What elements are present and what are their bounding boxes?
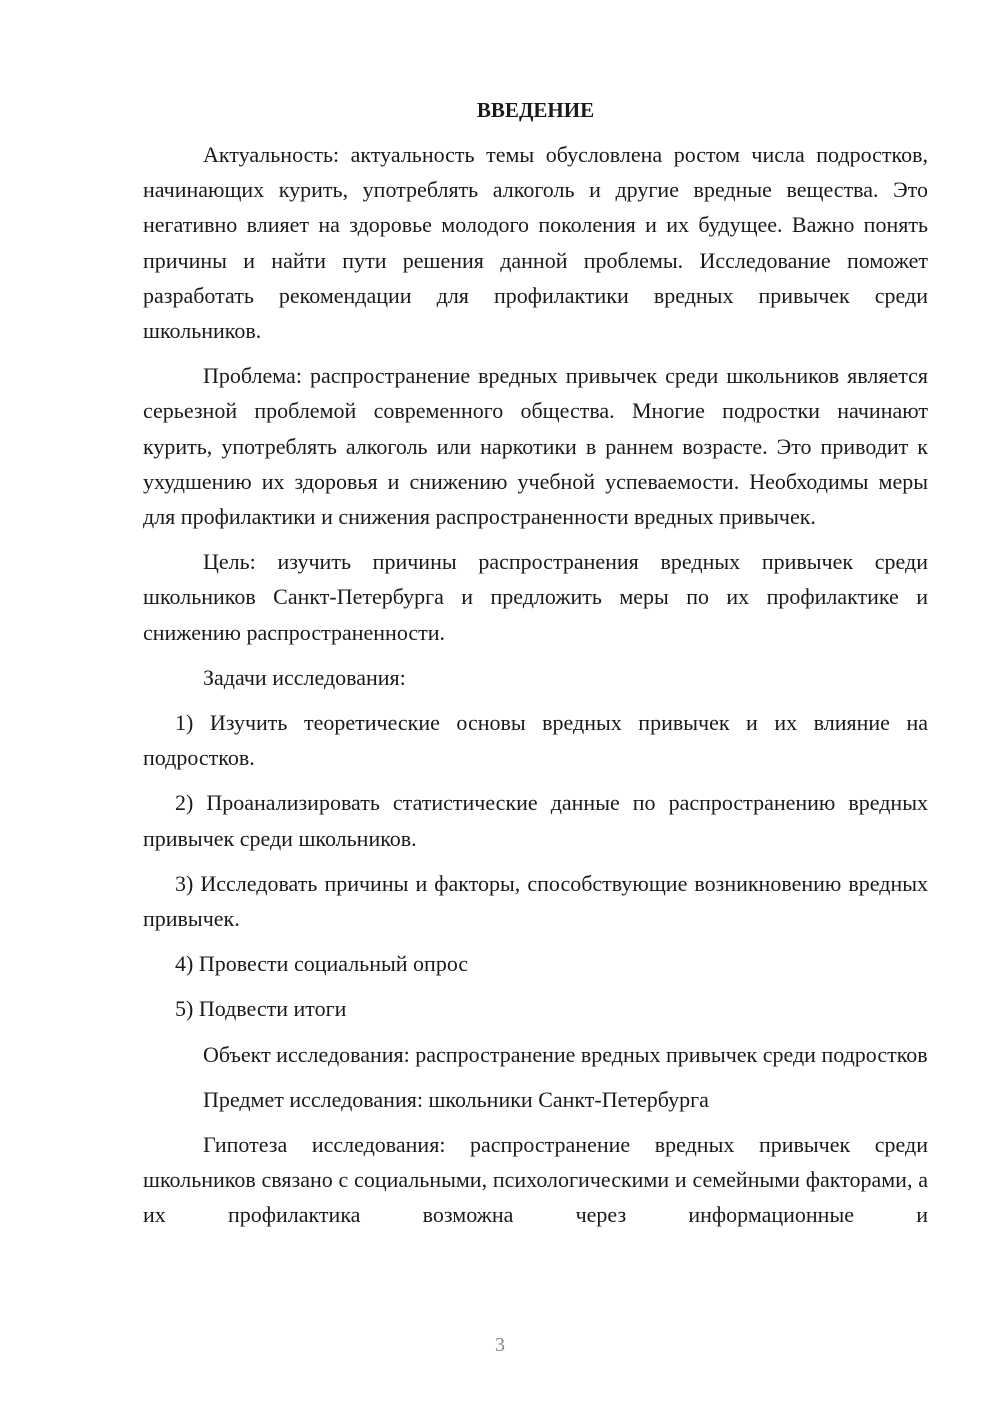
paragraph-subject: Предмет исследования: школьники Санкт-Петербурга: [203, 1086, 709, 1112]
task-item: 1) Изучить теоретические основы вредных привычек и их влияние на подростков.: [143, 710, 928, 771]
task-item: 5) Подвести итоги: [175, 996, 347, 1022]
paragraph-goal: Цель: изучить причины распространения вредных привычек среди школьников Санкт-Петербурга и предложить меры по их профилактике и снижению распространенности.: [143, 549, 928, 645]
paragraph-problem: Проблема: распространение вредных привычек среди школьников является серьезной проблемой современного общества. Многие подростки начинают курить, употреблять алкоголь или наркотики в раннем возрасте. Это приводит к ухудшению их здоровья и снижению учебной успеваемости. Необходимы меры для профилактики и снижения распространенности вредных привычек.: [143, 363, 928, 530]
paragraph-relevance: Актуальность: актуальность темы обусловлена ростом числа подростков, начинающих курить, употреблять алкоголь и другие вредные вещества. Это негативно влияет на здоровье молодого поколения и их будущее. Важно понять причины и найти пути решения данной проблемы. Исследование поможет разработать рекомендации для профилактики вредных привычек среди школьников.: [143, 142, 928, 344]
page-title: ВВЕДЕНИЕ: [476, 98, 595, 122]
paragraph-object: Объект исследования: распространение вредных привычек среди подростков: [203, 1041, 928, 1067]
task-item: 2) Проанализировать статистические данные по распространению вредных привычек среди школьников.: [143, 790, 928, 851]
task-item: 3) Исследовать причины и факторы, способствующие возникновению вредных привычек.: [143, 870, 928, 932]
task-item: 4) Провести социальный опрос: [175, 951, 469, 977]
page-content: [143, 94, 928, 1243]
tasks-heading: Задачи исследования:: [203, 664, 406, 690]
page-number: 3: [495, 1334, 505, 1356]
paragraph-hypothesis: Гипотеза исследования: распространение вредных привычек среди школьников связано с социальными, психологическими и семейными факторами, а их профилактика возможна через информационные и: [143, 1132, 928, 1228]
